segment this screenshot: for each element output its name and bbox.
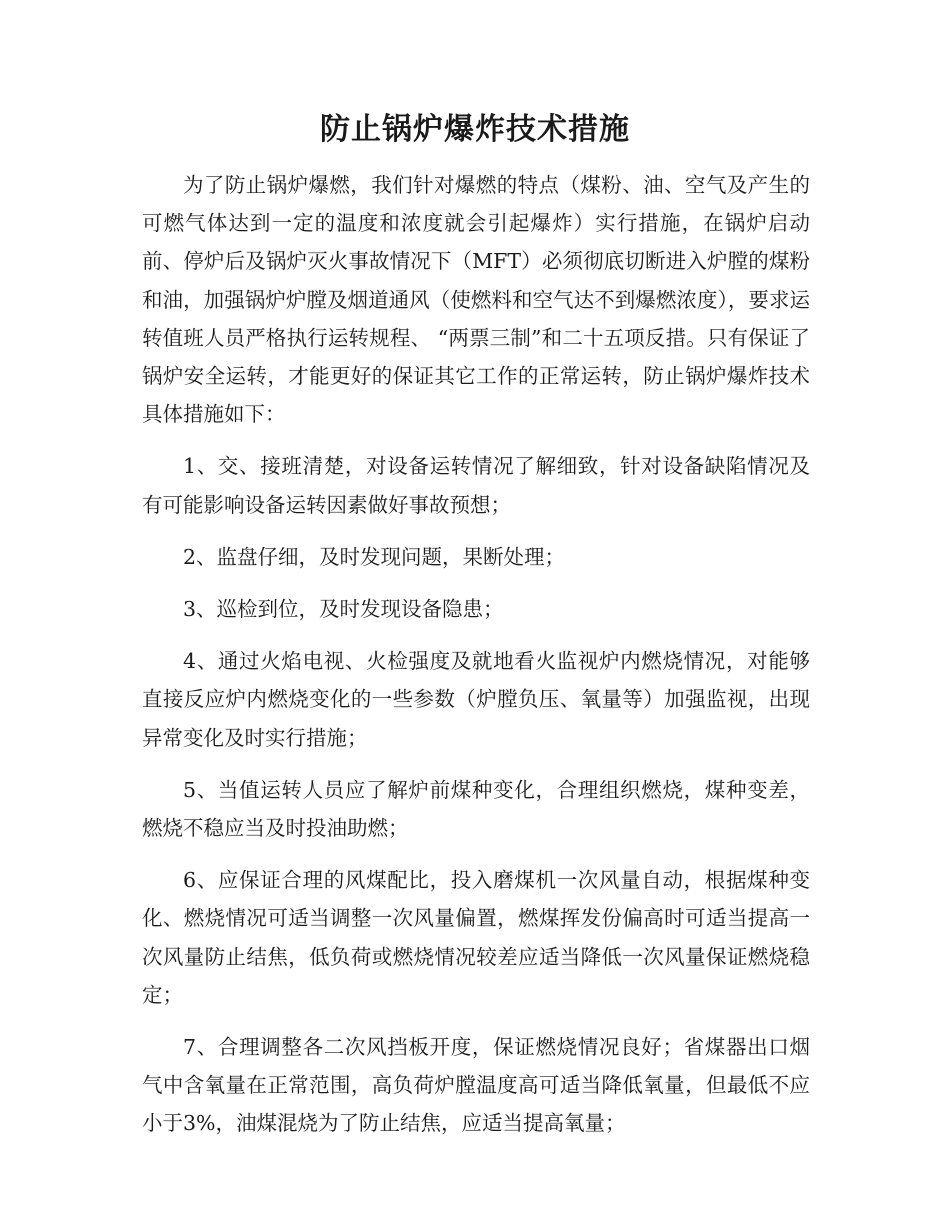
measure-item-3: 3、巡检到位，及时发现设备隐患； [183, 597, 504, 622]
measure-item-6: 6、应保证合理的风煤配比，投入磨煤机一次风量自动，根据煤种变化、燃烧情况可适当调整一次风量偏置，燃煤挥发份偏高时可适当提高一次风量防止结焦，低负荷或燃烧情况较差应适当降低一次风量保证燃烧稳定； [142, 868, 810, 1007]
measure-item-4: 4、通过火焰电视、火检强度及就地看火监视炉内燃烧情况，对能够直接反应炉内燃烧变化的一些参数（炉膛负压、氧量等）加强监视，出现异常变化及时实行措施； [142, 649, 810, 750]
measure-item-5: 5、当值运转人员应了解炉前煤种变化，合理组织燃烧，煤种变差，燃烧不稳应当及时投油助燃； [142, 777, 810, 841]
document-body [142, 166, 810, 1143]
document-title: 防止锅炉爆炸技术措施 [320, 112, 630, 147]
measure-item-1: 1、交、接班清楚，对设备运转情况了解细致，针对设备缺陷情况及有可能影响设备运转因素做好事故预想； [142, 454, 810, 517]
measure-item-2: 2、监盘仔细，及时发现问题，果断处理； [183, 544, 566, 569]
measure-item-7: 7、合理调整各二次风挡板开度，保证燃烧情况良好；省煤器出口烟气中含氧量在正常范围，高负荷炉膛温度高可适当降低氧量，但最低不应小于3%，油煤混烧为了防止结焦，应适当提高氧量； [142, 1035, 810, 1136]
intro-paragraph: 为了防止锅炉爆燃，我们针对爆燃的特点（煤粉、油、空气及产生的可燃气体达到一定的温度和浓度就会引起爆炸）实行措施，在锅炉启动前、停炉后及锅炉灭火事故情况下（MFT）必须彻底切断进入炉膛的煤粉和油，加强锅炉炉膛及烟道通风（使燃料和空气达不到爆燃浓度），要求运转值班人员严格执行运转规程、 “两票三制”和二十五项反措。只有保证了锅炉安全运转，才能更好的保证其它工作的正常运转，防止锅炉爆炸技术具体措施如下： [142, 173, 810, 427]
